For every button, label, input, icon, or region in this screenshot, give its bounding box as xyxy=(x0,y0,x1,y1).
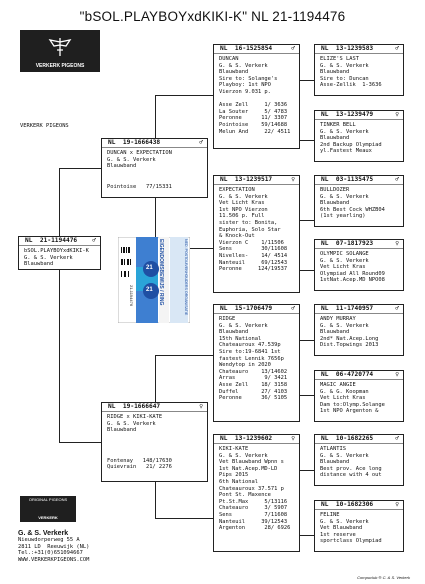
sex-icon: ♀ xyxy=(395,501,399,508)
sex-icon: ♂ xyxy=(291,305,295,312)
gen3-line: Peronne 36/ 5105 xyxy=(219,395,288,402)
gen4-line: Dam to:Olymp.Solange xyxy=(320,401,385,408)
gen4-box[interactable] xyxy=(314,44,404,96)
gen4-line: (1st yearling) xyxy=(320,213,366,220)
connector-line xyxy=(300,340,314,341)
gen3-line: 1st NPO Vierzon xyxy=(219,206,268,213)
sire-box[interactable] xyxy=(101,138,208,198)
badge-line1: ORIGINAL PIGEONS xyxy=(28,497,68,502)
gen4-details xyxy=(315,120,403,157)
gen3-line: G. & S. Verkerk xyxy=(219,452,268,459)
gen3-box[interactable] xyxy=(213,44,300,149)
gen4-line: Sire to: Duncan xyxy=(320,75,369,82)
gen4-header xyxy=(315,176,403,185)
gen4-line: ATLANTIS xyxy=(320,446,346,452)
gen4-ring: NL 10-1682306 xyxy=(321,501,374,508)
gen4-line: Best prov. Ace long xyxy=(320,465,382,472)
connector-line xyxy=(59,168,101,169)
gen3-line: Nanteuil 39/12543 xyxy=(219,518,288,525)
gen4-ring: NL 06-4720774 xyxy=(321,371,374,378)
gen3-line: Euphoria, Solo Star xyxy=(219,226,281,233)
gen4-line: Vet Licht Kras xyxy=(320,395,366,402)
gen3-header xyxy=(214,176,299,185)
gen3-line: Pont St. Maxence xyxy=(219,492,271,499)
gen4-ring: NL 03-1135475 xyxy=(321,176,374,183)
gen3-line: Asse Zell 1/ 3636 xyxy=(219,102,288,109)
sire-color: Blauwband xyxy=(107,163,137,170)
card-ring-number: 21-1194476 xyxy=(129,285,134,307)
gen3-line: Wendytop in 2020 xyxy=(219,362,271,369)
sex-icon: ♀ xyxy=(291,176,295,183)
gen4-line: TINKER BELL xyxy=(320,122,356,128)
gen3-box[interactable] xyxy=(213,175,300,293)
connector-line xyxy=(59,270,60,442)
gen3-line: 6th National xyxy=(219,478,258,485)
loft-label: VERKERK PIGEONS xyxy=(20,123,69,129)
gen4-line: Blauwband xyxy=(320,135,350,142)
gen4-line: G. & G. Koopman xyxy=(320,388,369,395)
subject-color: Blauwband xyxy=(24,261,54,268)
breeder-city: 2811 LD Reeuwijk (NL) xyxy=(18,543,90,550)
sex-icon: ♂ xyxy=(395,176,399,183)
connector-line xyxy=(155,518,213,519)
sire-details xyxy=(102,148,207,192)
gen3-line: La Souter 5/ 4783 xyxy=(219,108,288,115)
gen3-header xyxy=(214,435,299,444)
gen4-line: Blauwband xyxy=(320,459,350,466)
gen3-line: Pointoise 59/14688 xyxy=(219,121,288,128)
gen3-line: & Knock-Out xyxy=(219,233,255,240)
gen3-line: Melun And 22/ 4511 xyxy=(219,128,291,135)
connector-line xyxy=(300,80,314,81)
connector-line xyxy=(300,395,314,396)
gen3-line: Chateauro 13/14602 xyxy=(219,368,288,375)
gen3-line: Duffel 27/ 4103 xyxy=(219,388,288,395)
gen4-ring: NL 13-1239479 xyxy=(321,111,374,118)
gen4-line: Blauwband xyxy=(320,69,350,76)
subject-owner: G. & S. Verkerk xyxy=(24,254,73,261)
gen4-line: G. & S. Verkerk xyxy=(320,518,369,525)
dam-header xyxy=(102,403,207,412)
gen3-line: DUNCAN xyxy=(219,56,239,62)
gen3-line: 11.506 p. Full xyxy=(219,213,265,220)
connector-line xyxy=(155,482,156,518)
gen3-line: Argenton 28/ 6926 xyxy=(219,525,291,532)
gen3-details xyxy=(214,444,299,534)
pedigree-title: "bSOL.PLAYBOYxdKIKI-K" NL 21-1194476 xyxy=(79,9,346,24)
sex-icon: ♀ xyxy=(199,403,203,410)
breeder-address: Nieuwdorperweg 55 A xyxy=(18,537,80,543)
gen3-line xyxy=(219,96,294,103)
gen4-details xyxy=(315,249,403,286)
sex-icon: ♀ xyxy=(291,435,295,442)
gen3-line: RIDGE xyxy=(219,316,236,322)
gen3-line: Sire to: Solange's xyxy=(219,75,278,82)
breeder-name: G. & S. Verkerk xyxy=(18,530,69,537)
gen4-ring: NL 10-1682265 xyxy=(321,435,374,442)
gen3-line: G. & S. Verkerk xyxy=(219,62,268,69)
wings-icon xyxy=(48,36,72,58)
gen3-line: Nivelles- 14/ 4514 xyxy=(219,252,288,259)
gen3-line: Chateauroux 47.539p xyxy=(219,342,281,349)
gen3-line: 15th National xyxy=(219,335,262,342)
gen4-box[interactable] xyxy=(314,175,404,227)
card-org-text: NED. POSTDUIVENHOUDERS ORGANISATIE xyxy=(184,239,188,316)
gen3-line: Sire to:19-6841 1st xyxy=(219,348,281,355)
gen4-line: BULLDOZER xyxy=(320,187,350,193)
sire-owner: G. & S. Verkerk xyxy=(107,156,156,163)
gen4-line: 2nd Backup Olympiad xyxy=(320,141,382,148)
dam-name: RIDGE x KIKI-KATE xyxy=(107,414,163,420)
footer-credit: Compuclub ® C. & S. Verkerk xyxy=(357,575,410,580)
sex-icon: ♂ xyxy=(395,45,399,52)
gen3-line: Playboy: 1st NPO xyxy=(219,82,271,89)
gen3-line: Sens 7/11608 xyxy=(219,511,288,518)
gen4-line: G. & S. Verkerk xyxy=(320,322,369,329)
gen4-line: distance with 4 out xyxy=(320,472,382,479)
gen4-line: Asse-Zellik 1-3636 xyxy=(320,82,382,89)
gen4-line: sportclass Olympiad xyxy=(320,538,382,545)
sex-icon: ♂ xyxy=(199,139,203,146)
sex-icon: ♀ xyxy=(395,240,399,247)
gen4-header xyxy=(315,371,403,380)
gen4-header xyxy=(315,45,403,54)
gen3-details xyxy=(214,314,299,404)
gen3-ring: NL 13-1239517 xyxy=(220,176,273,183)
gen4-box[interactable] xyxy=(314,370,404,422)
badge-line2: VERKERK xyxy=(38,515,58,520)
connector-line xyxy=(300,140,314,141)
breeder-info xyxy=(18,530,138,563)
ring-card xyxy=(118,237,190,323)
gen4-line: Vet Blauwband xyxy=(320,525,363,532)
sire-header xyxy=(102,139,207,148)
dam-ring: NL 19-1666647 xyxy=(108,403,161,410)
subject-name: bSOL.PLAYBOYxdKIKI-K xyxy=(24,248,89,254)
gen3-line: Blauwband xyxy=(219,69,249,76)
dam-color: Blauwband xyxy=(107,427,137,434)
sex-icon: ♂ xyxy=(395,305,399,312)
gen3-line: Pt.St.Max 5/13116 xyxy=(219,498,288,505)
gen3-line: EXPECTATION xyxy=(219,187,255,193)
gen4-box[interactable] xyxy=(314,239,404,291)
gen4-ring: NL 13-1239583 xyxy=(321,45,374,52)
gen4-line: Blauwband xyxy=(320,329,350,336)
connector-line xyxy=(300,470,314,471)
gen4-details xyxy=(315,510,403,547)
gen3-line: Chateauro 3/ 5907 xyxy=(219,505,288,512)
gen4-line: 6th Best Cock WHZB04 xyxy=(320,206,385,213)
gen3-ring: NL 13-1239602 xyxy=(220,435,273,442)
gen3-line: Arras 9/ 3421 xyxy=(219,375,288,382)
gen4-ring: NL 07-1817923 xyxy=(321,240,374,247)
breeder-phone: Tel.:+31(0)651094667 xyxy=(18,550,83,557)
subject-ring: NL 21-1194476 xyxy=(25,237,78,244)
connector-line xyxy=(59,442,101,443)
gen4-box[interactable] xyxy=(314,500,404,552)
gen4-box[interactable] xyxy=(314,304,404,356)
gen4-line: G. & S. Verkerk xyxy=(320,193,369,200)
gen4-line: Olympiad All Round09 xyxy=(320,270,385,277)
sex-icon: ♀ xyxy=(395,371,399,378)
gen4-line: yl.Fastest Meaux xyxy=(320,148,372,155)
connector-line xyxy=(190,248,213,249)
gen3-ring: NL 16-1525854 xyxy=(220,45,273,52)
breeder-website[interactable]: WWW.VERKERKPIGEONS.COM xyxy=(18,556,90,563)
gen4-line: ANDY MURRAY xyxy=(320,316,356,322)
gen3-line: sister to: Bonita, xyxy=(219,219,278,226)
verkerk-logo xyxy=(20,30,100,72)
connector-line xyxy=(300,220,314,221)
gen4-line: G. & S. Verkerk xyxy=(320,452,369,459)
dam-result: Fontenay 148/17630 xyxy=(107,457,172,464)
connector-line xyxy=(155,355,213,356)
dam-box[interactable] xyxy=(101,402,208,482)
connector-line xyxy=(155,95,213,96)
card-band-text: EIGENDOMSBEWIJS / RING xyxy=(158,239,164,306)
connector-line xyxy=(59,168,60,236)
gen3-line: Peronne 11/ 3307 xyxy=(219,115,288,122)
gen4-line: 1st NPO Argenton & xyxy=(320,408,379,415)
gen4-line: Dist.Topwings 2013 xyxy=(320,342,379,349)
gen3-line: Vierzon C 1/11506 xyxy=(219,239,284,246)
subject-box[interactable] xyxy=(18,236,101,270)
gen3-line: Vet Blauwband Wpnn s xyxy=(219,459,284,466)
gen3-line: Nanteuil 69/12543 xyxy=(219,259,288,266)
gen3-header xyxy=(214,305,299,314)
gen4-header xyxy=(315,435,403,444)
gen4-header xyxy=(315,240,403,249)
gen4-line: G. & S. Verkerk xyxy=(320,128,369,135)
gen4-line: G. & S. Verkerk xyxy=(320,257,369,264)
gen3-line: Blauwband xyxy=(219,329,249,336)
gen4-ring: NL 11-1740957 xyxy=(321,305,374,312)
gen3-line: fastest Lennik 7656p xyxy=(219,355,284,362)
gen4-header xyxy=(315,305,403,314)
gen3-line: Vierzon 9.031 p. xyxy=(219,88,271,95)
gen3-line: Chateauroux 37.571 p xyxy=(219,485,284,492)
gen4-header xyxy=(315,111,403,120)
subject-details xyxy=(19,246,100,270)
gen4-line: ELIZE'S LAST xyxy=(320,56,359,62)
gen3-line: 1st Nat.Acep.MD-LD xyxy=(219,465,278,472)
gen3-details xyxy=(214,54,299,137)
logo-text: VERKERK PIGEONS xyxy=(35,63,85,69)
gen3-line: Pips 2015 xyxy=(219,472,249,479)
gen3-line: KIKI-KATE xyxy=(219,446,249,452)
gen3-line: Vet Licht Kras xyxy=(219,200,265,207)
sex-icon: ♂ xyxy=(395,435,399,442)
gen4-details xyxy=(315,185,403,222)
sex-icon: ♀ xyxy=(395,111,399,118)
original-pigeons-badge xyxy=(20,496,76,522)
gen4-line: Blauwband xyxy=(320,200,350,207)
gen3-line: Sens 30/11608 xyxy=(219,246,288,253)
gen4-details xyxy=(315,380,403,417)
gen3-line: G. & S. Verkerk xyxy=(219,322,268,329)
gen3-line: Asse Zell 18/ 3158 xyxy=(219,381,288,388)
gen3-line: G. & S. Verkerk xyxy=(219,193,268,200)
connector-line xyxy=(300,270,314,271)
connector-line xyxy=(300,535,314,536)
gen4-line: G. & S. Verkerk xyxy=(320,62,369,69)
dam-result: Quievrain 21/ 2276 xyxy=(107,464,172,471)
gen4-line: Vet Licht Kras xyxy=(320,264,366,271)
sire-result: Pointoise 77/15331 xyxy=(107,183,172,190)
card-year: 21 xyxy=(146,265,153,271)
gen4-box[interactable] xyxy=(314,434,404,486)
subject-header xyxy=(19,237,100,246)
gen4-line: 1stNat.Acep.MD NPO08 xyxy=(320,277,385,284)
card-year: 21 xyxy=(146,287,153,293)
gen4-box[interactable] xyxy=(314,110,404,162)
gen4-details xyxy=(315,314,403,351)
gen3-box[interactable] xyxy=(213,434,300,552)
gen4-line: OLYMPIC SOLANGE xyxy=(320,251,369,257)
connector-line xyxy=(155,95,156,138)
sex-icon: ♂ xyxy=(291,45,295,52)
sex-icon: ♂ xyxy=(92,237,96,244)
gen3-ring: NL 15-1706479 xyxy=(220,305,273,312)
gen3-line: Peronne 124/19537 xyxy=(219,266,288,273)
sire-ring: NL 19-1666438 xyxy=(108,139,161,146)
sire-name: DUNCAN x EXPECTATION xyxy=(107,150,172,156)
gen3-header xyxy=(214,45,299,54)
gen4-line: 2nd* Nat.Acep.Long xyxy=(320,335,379,342)
gen4-details xyxy=(315,444,403,481)
gen4-header xyxy=(315,501,403,510)
gen4-line: 1st reserve xyxy=(320,531,356,538)
gen3-box[interactable] xyxy=(213,304,300,422)
gen4-line: MAGIC ANGIE xyxy=(320,382,356,388)
gen4-details xyxy=(315,54,403,91)
connector-line xyxy=(155,355,156,402)
gen4-line: FELINE xyxy=(320,512,340,518)
dam-owner: G. & S. Verkerk xyxy=(107,420,156,427)
dam-details xyxy=(102,412,207,473)
gen3-details xyxy=(214,185,299,275)
